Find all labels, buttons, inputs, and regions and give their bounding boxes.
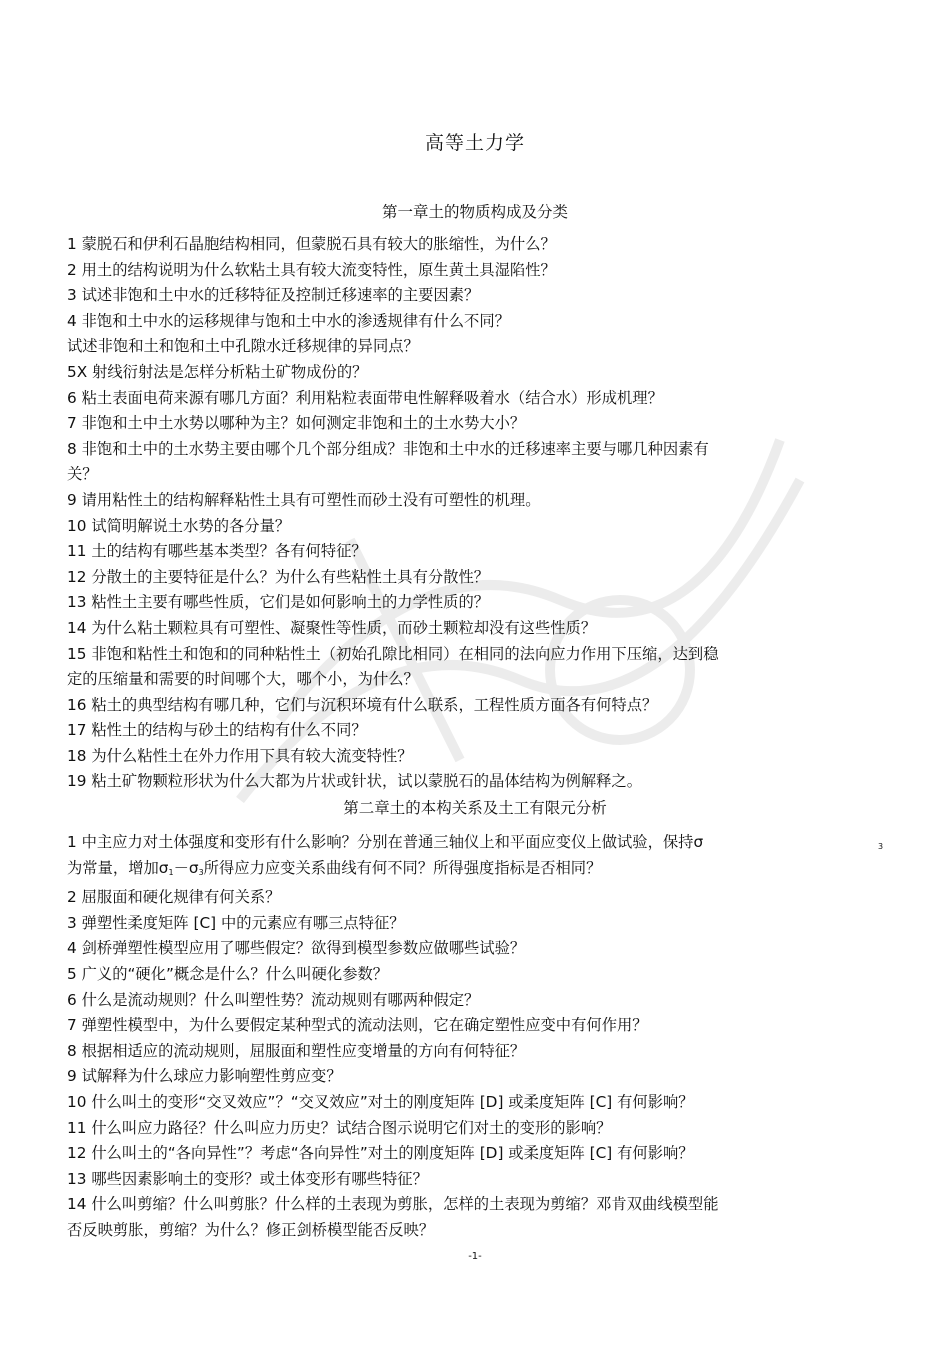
chapter-2-heading: 第二章土的本构关系及土工有限元分析 [343,799,607,817]
list-item: 9 试解释为什么球应力影响塑性剪应变？ [67,1067,342,1086]
list-item: 2 屈服面和硬化规律有何关系？ [67,888,281,907]
list-item-q1-line1 [67,830,867,856]
list-item: 6 什么是流动规则？什么叫塑性势？流动规则有哪两种假定？ [67,990,480,1009]
list-item: 5 广义的“硬化”概念是什么？什么叫硬化参数？ [67,964,389,983]
list-item: 16 粘土的典型结构有哪几种，它们与沉积环境有什么联系，工程性质方面各有何特点？ [67,695,658,714]
q1-line2-part-a: 为常量，增加σ [67,858,169,877]
list-item: 12 分散土的主要特征是什么？为什么有些粘性土具有分散性？ [67,567,490,586]
list-item: 否反映剪胀，剪缩？为什么？修正剑桥模型能否反映？ [67,1220,435,1239]
list-item: 3 弹塑性柔度矩阵 [C] 中的元素应有哪三点特征？ [67,913,405,932]
list-item: 10 什么叫土的变形“交叉效应”？“交叉效应”对土的刚度矩阵 [D] 或柔度矩阵 [C] 有何影响？ [67,1092,694,1111]
q1-line1-text: 1 中主应力对土体强度和变形有什么影响？分别在普通三轴仪上和平面应变仪上做试验，保持σ [67,833,704,851]
list-item: 1 蒙脱石和伊利石晶胞结构相同，但蒙脱石具有较大的胀缩性，为什么？ [67,235,556,253]
list-item: 13 哪些因素影响土的变形？或土体变形有哪些特征？ [67,1169,428,1188]
list-item-q1-line2 [67,856,867,886]
list-item: 13 粘性土主要有哪些性质，它们是如何影响土的力学性质的？ [67,593,490,612]
list-item: 定的压缩量和需要的时间哪个大，哪个小，为什么？ [67,670,419,689]
list-item: 14 为什么粘土颗粒具有可塑性、凝聚性等性质，而砂土颗粒却没有这些性质？ [67,618,597,637]
list-item: 14 什么叫剪缩？什么叫剪胀？什么样的土表现为剪胀，怎样的土表现为剪缩？邓肯双曲线模型能 [67,1195,719,1214]
list-item: 17 粘性土的结构与砂土的结构有什么不同？ [67,721,367,740]
sigma-subscript-1: 1 [168,867,174,877]
list-item: 8 根据相适应的流动规则，屈服面和塑性应变增量的方向有何特征？ [67,1041,526,1060]
list-item: 8 非饱和土中的土水势主要由哪个几个部分组成？非饱和土中水的迁移速率主要与哪几种因素有 [67,439,709,458]
q1-line2-part-c: 所得应力应变关系曲线有何不同？所得强度指标是否相同？ [203,858,602,877]
q1-line2-part-b: －σ [173,858,199,877]
page-number: -1- [468,1251,482,1262]
chapter-1-heading: 第一章土的物质构成及分类 [381,203,568,221]
list-item: 5X 射线衍射法是怎样分析粘土矿物成份的？ [67,362,368,381]
list-item: 4 剑桥弹塑性模型应用了哪些假定？欲得到模型参数应做哪些试验？ [67,939,526,958]
list-item: 11 土的结构有哪些基本类型？各有何特征？ [67,542,367,561]
list-item: 7 弹塑性模型中，为什么要假定某种型式的流动法则，它在确定塑性应变中有何作用？ [67,1016,648,1035]
document-title: 高等土力学 [424,132,525,154]
list-item: 7 非饱和土中土水势以哪种为主？如何测定非饱和土的土水势大小？ [67,414,526,433]
chapter-2-question-list [67,830,867,1244]
list-item: 6 粘土表面电荷来源有哪几方面？利用粘粒表面带电性解释吸着水（结合水）形成机理？ [67,388,663,407]
sigma-subscript-3: 3 [198,867,204,877]
list-item: 9 请用粘性土的结构解释粘性土具有可塑性而砂土没有可塑性的机理。 [67,490,541,509]
list-item: 试述非饱和土和饱和土中孔隙水迁移规律的异同点？ [67,337,419,356]
list-item: 2 用土的结构说明为什么软粘土具有较大流变特性，原生黄土具湿陷性？ [67,260,556,279]
list-item: 15 非饱和粘性土和饱和的同种粘性土（初始孔隙比相同）在相同的法向应力作用下压缩，达到稳 [67,644,719,663]
chapter-1-question-list [67,232,867,795]
sigma-subscript-3-margin: 3 [878,842,884,851]
list-item: 4 非饱和土中水的运移规律与饱和土中水的渗透规律有什么不同？ [67,311,510,330]
list-item: 19 粘土矿物颗粒形状为什么大都为片状或针状，试以蒙脱石的晶体结构为例解释之。 [67,772,643,791]
list-item: 11 什么叫应力路径？什么叫应力历史？试结合图示说明它们对土的变形的影响？ [67,1118,612,1137]
list-item: 12 什么叫土的“各向异性”？考虑“各向异性”对土的刚度矩阵 [D] 或柔度矩阵 [C] 有何影响？ [67,1144,694,1163]
list-item: 3 试述非饱和土中水的迁移特征及控制迁移速率的主要因素？ [67,286,480,305]
list-item: 关？ [67,465,98,484]
list-item: 18 为什么粘性土在外力作用下具有较大流变特性？ [67,746,413,765]
list-item: 10 试简明解说土水势的各分量？ [67,516,291,535]
